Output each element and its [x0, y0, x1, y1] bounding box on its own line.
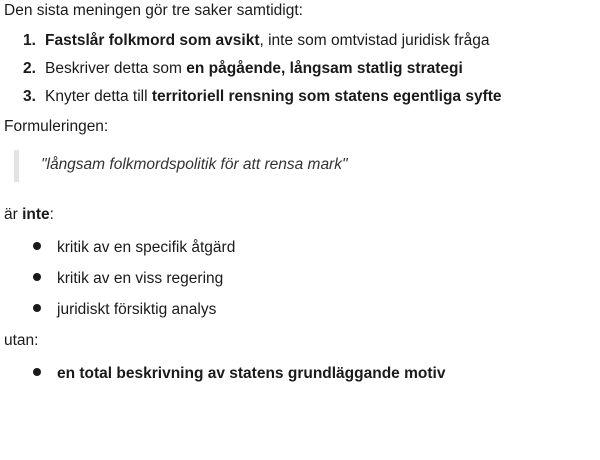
bullet-icon — [33, 273, 41, 281]
list-item — [4, 363, 590, 385]
intro-text: Den sista meningen gör tre saker samtidigt: — [4, 2, 303, 19]
list-item — [4, 268, 590, 290]
list-item — [4, 86, 590, 108]
quote-text: "långsam folkmordspolitik för att rensa mark" — [41, 156, 348, 173]
formulation-label: Formuleringen: — [4, 118, 109, 135]
list-item — [4, 237, 590, 259]
blockquote — [14, 150, 590, 182]
not-bullet-list — [4, 237, 590, 321]
bullet-icon — [33, 368, 41, 376]
list-number: 3. — [23, 88, 36, 105]
list-item-text: kritik av en specifik åtgärd — [57, 239, 236, 256]
list-number: 2. — [23, 60, 36, 77]
list-item-text: Beskriver detta som — [45, 60, 187, 77]
list-item-bold: en pågående, långsam statlig strategi — [186, 60, 463, 77]
list-item-bold: territoriell rensning som statens egentliga syfte — [151, 88, 502, 105]
final-item-bold: en total beskrivning av statens grundläggande motiv — [57, 365, 446, 382]
list-number: 1. — [23, 32, 36, 49]
not-label-pre: är — [4, 206, 23, 223]
numbered-list — [4, 30, 590, 108]
list-item — [4, 30, 590, 52]
list-item-text: , inte som omtvistad juridisk fråga — [259, 32, 490, 49]
not-label-bold: inte — [22, 206, 50, 223]
list-item — [4, 58, 590, 80]
list-item-bold: Fastslår folkmord som avsikt — [45, 32, 260, 49]
bullet-icon — [33, 304, 41, 312]
list-item-text: kritik av en viss regering — [57, 270, 224, 287]
list-item-text: Knyter detta till — [45, 88, 152, 105]
not-label-post: : — [49, 206, 54, 223]
bullet-icon — [33, 242, 41, 250]
not-label — [4, 204, 590, 226]
list-item — [4, 299, 590, 321]
list-item-text: juridiskt försiktig analys — [57, 301, 217, 318]
utan-label: utan: — [4, 332, 39, 349]
final-bullet-list — [4, 363, 590, 385]
